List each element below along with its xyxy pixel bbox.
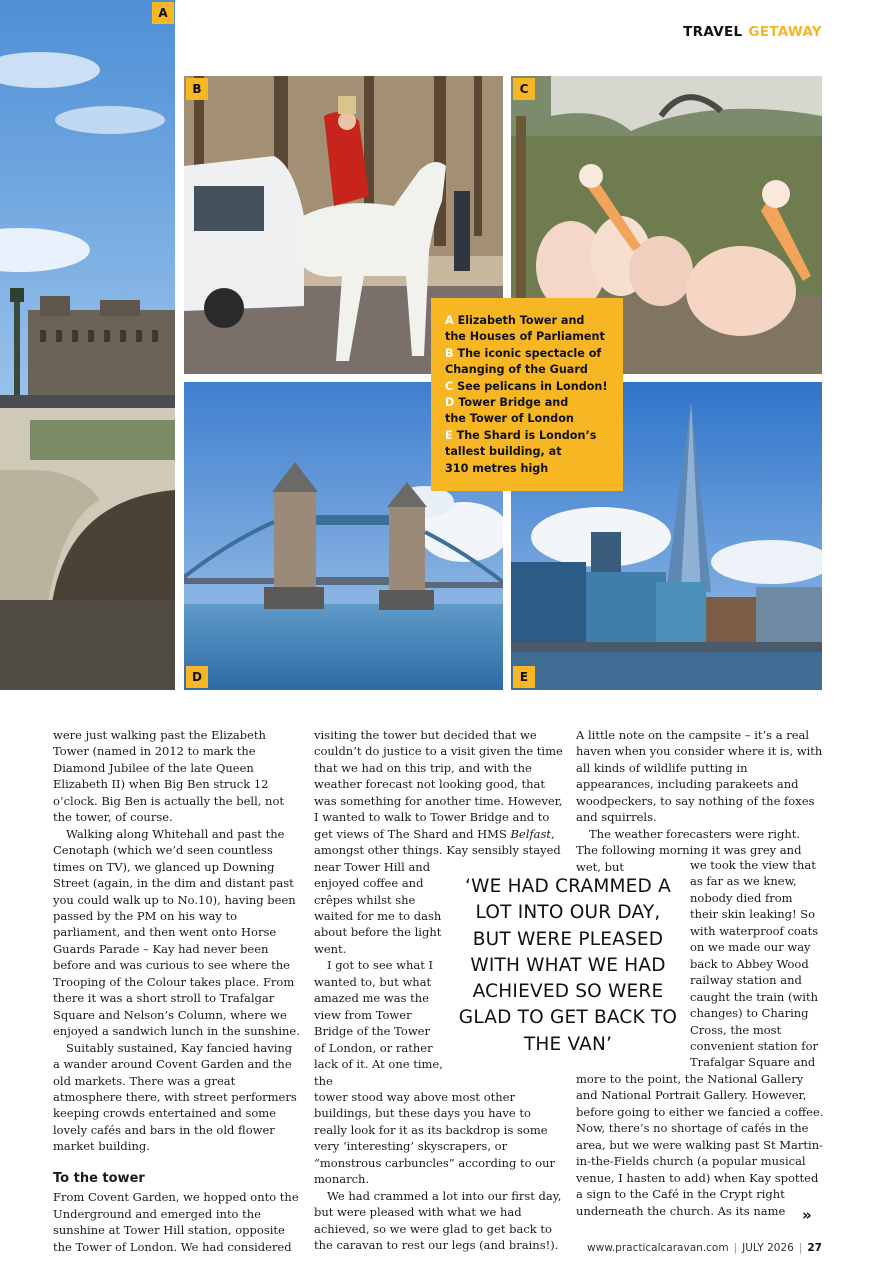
text-run: , amongst other things. Kay sensibly stayed (314, 826, 561, 858)
page-number: 27 (807, 1242, 822, 1254)
photo-e-tag: E (513, 666, 535, 688)
caption-letter: A (445, 314, 454, 327)
article-paragraph: A little note on the campsite – it’s a real haven when you consider where it is, with all kinds of wildlife putting in appearances, including parakeets and woodpeckers, to say nothing of the foxes and squirrels. (576, 728, 823, 825)
caption-letter: B (445, 346, 454, 360)
caption-line (445, 313, 613, 329)
article-column-3 (576, 727, 824, 875)
caption-letter: D (445, 396, 455, 410)
caption-text: See pelicans in London! (457, 379, 608, 393)
photo-a-tag: A (152, 2, 174, 24)
caption-line: 310 metres high (445, 461, 549, 475)
caption-line: the Tower of London (445, 412, 574, 426)
caption-letter: C (445, 379, 454, 393)
section-header (683, 24, 822, 40)
article-paragraph: tower stood way above most other buildings, but these days you have to really look for it as its backdrop is some very ‘interesting’ skyscrapers, or “monstrous carbuncles” according to our monarch. (314, 1089, 556, 1187)
caption-line: tallest building, at (445, 445, 562, 459)
footer-url: www.practicalcaravan.com (587, 1242, 729, 1254)
article-paragraph: Walking along Whitehall and past the Cenotaph (which we’d seen countless times on TV), we glanced up Downing Street (again, in the dim and distant past you could walk up to No.10), having been passed by the PM on his way to parliament, and then went onto Horse Guards Parade – Kay had never been before and was curious to see where the Trooping of the Colour takes place. From there it was a short stroll to Trafalgar Square and Nelson’s Column, where we enjoyed a sandwich lunch in the sunshine. (53, 826, 300, 1039)
caption-letter: E (445, 428, 453, 442)
article-paragraph: From Covent Garden, we hopped onto the Underground and emerged into the sunshine at Tower Hill station, opposite the Tower of London. We had considered (53, 1190, 299, 1254)
article-paragraph: more to the point, the National Gallery and National Portrait Gallery. However, before going to either we fancied a coffee. Now, there’s no shortage of cafés in the area, but we were walking past St Martin-in-the-Fields church (a popular musical venue, I hasten to add) when Kay spotted a sign to the Café in the Crypt right underneath the church. As its name (576, 1072, 824, 1218)
article-paragraph: were just walking past the Elizabeth Tower (named in 2012 to mark the Diamond Jubilee of the late Queen Elizabeth II) when Big Ben struck 12 o’clock. Big Ben is actually the bell, not the tower, of course. (53, 728, 285, 825)
caption-line (445, 428, 613, 444)
article-column-3-lower (576, 1071, 824, 1219)
subheading: To the tower (53, 1170, 145, 1186)
article-paragraph: near Tower Hill and enjoyed coffee and crêpes whilst she waited for me to dash about before the light went. (314, 859, 442, 956)
caption-line (445, 395, 613, 411)
caption-text: Elizabeth Tower and (457, 314, 585, 327)
article-paragraph: Suitably sustained, Kay fancied having a wander around Covent Garden and the old markets. There was a great atmosphere there, with street performers keeping crowds entertained and some lovely cafés and bars in the old flower market building. (53, 1040, 297, 1154)
photo-b-tag: B (186, 78, 208, 100)
section-subtitle: GETAWAY (748, 24, 822, 40)
article-paragraph: I got to see what I wanted to, but what amazed me was the view from Tower Bridge of the Tower of London, or rather lack of it. At one time, the (314, 958, 443, 1088)
caption-line (445, 346, 613, 362)
article-paragraph (314, 727, 564, 859)
text-run: visiting the tower but decided that we couldn’t do justice to a visit given the time that we had on this trip, and with the weather forecast not looking good, that was something for another time. However, I wanted to walk to Tower Bridge and to get views of The Shard and HMS (314, 728, 563, 841)
caption-box (431, 298, 623, 491)
photo-c-tag: C (513, 78, 535, 100)
footer-separator: | (798, 1242, 803, 1254)
footer-separator: | (733, 1242, 738, 1254)
caption-line: the Houses of Parliament (445, 330, 605, 344)
ship-name: Belfast (510, 826, 552, 841)
article-paragraph: we took the view that as far as we knew, nobody died from their skin leaking! So with waterproof coats on we made our way back to Abbey Wood railway station and caught the train (with changes) to Charing Cross, the most convenient station for Trafalgar Square and (690, 858, 819, 1070)
caption-line (445, 379, 613, 395)
continue-arrow-icon: » (802, 1206, 812, 1224)
caption-text: Tower Bridge and (458, 396, 569, 410)
pull-quote: ‘WE HAD CRAMMED A LOT INTO OUR DAY, BUT WERE PLEASED WITH WHAT WE HAD ACHIEVED SO WERE GLAD TO GET BACK TO THE VAN’ (458, 876, 678, 1055)
photo-d-tag: D (186, 666, 208, 688)
article-paragraph: We had crammed a lot into our first day, but were pleased with what we had achieved, so we were glad to get back to the caravan to rest our legs (and brains!). (314, 1188, 562, 1253)
article-column-1 (53, 727, 300, 1255)
caption-text: The Shard is London’s (456, 428, 597, 442)
caption-text: The iconic spectacle of (457, 346, 602, 360)
article-column-3-wrap (690, 857, 824, 1071)
article-paragraph: The weather forecasters were right. The following morning it was grey and wet, but (576, 826, 802, 874)
page-footer (587, 1242, 822, 1254)
footer-issue: JULY 2026 (742, 1242, 794, 1254)
caption-line: Changing of the Guard (445, 363, 588, 377)
section-title: TRAVEL (683, 24, 743, 40)
photo-a-westminster (0, 0, 175, 690)
